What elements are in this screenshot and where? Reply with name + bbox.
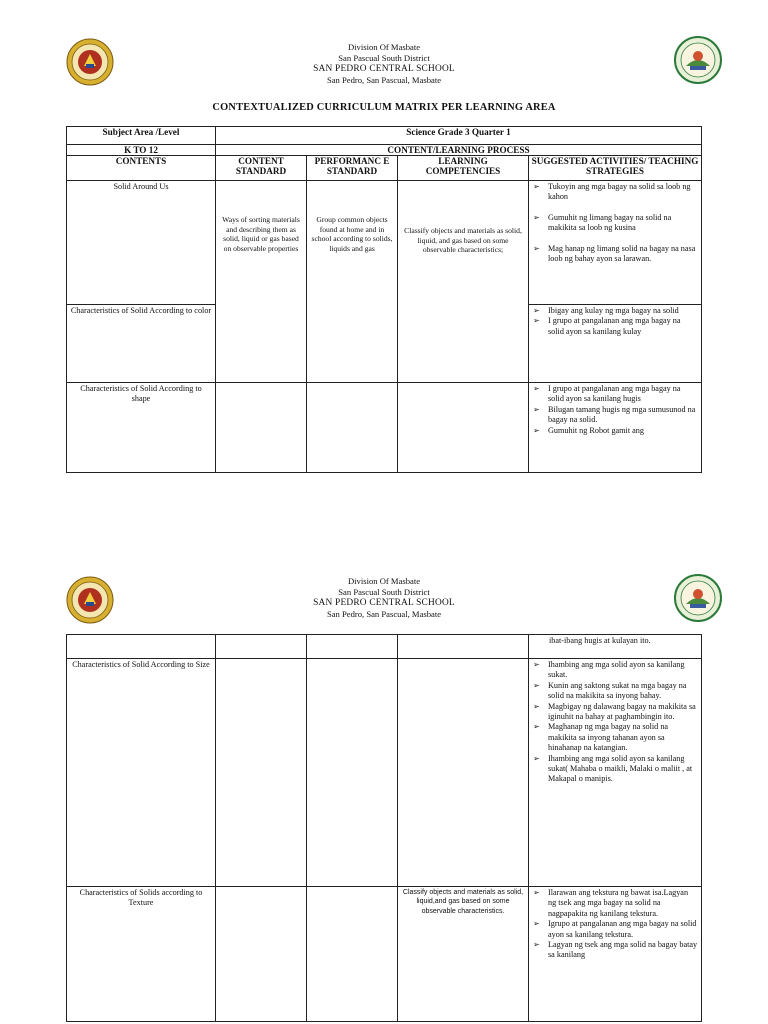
list-item: ➢ Lagyan ng tsek ang mga solid na bagay batay sa kanilang [532, 940, 698, 961]
activities-cell [529, 659, 702, 887]
letterhead [0, 576, 768, 620]
page-2 [0, 560, 768, 1024]
list-item: ➢ Bilugan tamang hugis ng mga sumusunod na bagay na solid. [532, 405, 698, 426]
division-name: Division Of Masbate [347, 42, 421, 52]
document-title: CONTEXTUALIZED CURRICULUM MATRIX PER LEARNING AREA [212, 102, 556, 113]
performance-standard-cell [307, 659, 398, 887]
col-content-standard: CONTENT STANDARD [216, 156, 307, 181]
table-row [67, 383, 702, 473]
list-item: ➢ I grupo at pangalanan ang mga bagay na solid ayon sa kanilang kulay [532, 316, 698, 337]
list-item: ➢ Gumuhit ng Robot gamit ang [532, 426, 698, 436]
content-cell [67, 635, 216, 659]
activities-cell [529, 887, 702, 1022]
school-address: San Pedro, San Pascual, Masbate [326, 75, 442, 85]
list-item: ➢ I grupo at pangalanan ang mga bagay na solid ayon sa kanilang hugis [532, 384, 698, 405]
district-name: San Pascual South District [338, 587, 430, 597]
activities-cell [529, 181, 702, 305]
school-name: SAN PEDRO CENTRAL SCHOOL [313, 64, 455, 74]
content-cell: Characteristics of Solid According to shape [67, 383, 216, 473]
division-name: Division Of Masbate [347, 576, 421, 586]
performance-standard-cell [307, 887, 398, 1022]
learning-competencies-cell [398, 383, 529, 473]
learning-process-label: CONTENT/LEARNING PROCESS [216, 145, 702, 156]
list-item: ➢ Maghanap ng mga bagay na solid na makikita sa inyong tahanan ayon sa hinahanap na katangian. [532, 722, 698, 753]
col-learning-competencies: LEARNING COMPETENCIES [398, 156, 529, 181]
k12-label: K TO 12 [67, 145, 216, 156]
learning-competencies-cell [398, 635, 529, 659]
content-standard-cell [216, 635, 307, 659]
list-item: ➢ Mag hanap ng limang solid na bagay na nasa loob ng bahay ayon sa larawan. [532, 244, 698, 265]
performance-standard-cell [307, 383, 398, 473]
list-item: ➢ Ilarawan ang tekstura ng bawat isa.Lagyan ng tsek ang mga bagay na solid na nagpapakita ng kanilang tekstura. [532, 888, 698, 919]
performance-standard-cell: Group common objects found at home and in school according to solids, liquids and gas [307, 181, 398, 383]
list-item: ➢ Ihambing ang mga solid ayon sa kanilang sukat. [532, 660, 698, 681]
table-row [67, 181, 702, 305]
content-cell: Characteristics of Solids according to Texture [67, 887, 216, 1022]
content-standard-cell: Ways of sorting materials and describing them as solid, liquid or gas based on observable properties [216, 181, 307, 383]
list-item: ➢ Ibigay ang kulay ng mga bagay na solid [532, 306, 698, 316]
activities-cell [529, 305, 702, 383]
list-item: ➢ Tukoyin ang mga bagay na solid sa loob ng kahon [532, 182, 698, 203]
subject-area-value: Science Grade 3 Quarter 1 [216, 127, 702, 145]
content-standard-cell [216, 887, 307, 1022]
list-item: ➢ Kunin ang saktong sukat na mga bagay na solid na makikita sa inyong bahay. [532, 681, 698, 702]
content-cell: Solid Around Us [67, 181, 216, 305]
curriculum-matrix-table [66, 126, 702, 473]
table-row [67, 887, 702, 1022]
content-standard-cell [216, 659, 307, 887]
list-item: ➢ Ihambing ang mga solid ayon sa kanilang sukat( Mahaba o maikli, Malaki o maliit , at Makapal o manipis. [532, 754, 698, 785]
learning-competencies-cell: Classify objects and materials as solid, liquid,and gas based on some observable characteristics. [398, 887, 529, 1022]
school-name: SAN PEDRO CENTRAL SCHOOL [313, 598, 455, 608]
list-item: ➢ Magbigay ng dalawang bagay na makikita sa iginuhit na bahay at paghambingin ito. [532, 702, 698, 723]
content-cell: Characteristics of Solid According to color [67, 305, 216, 383]
content-standard-cell [216, 383, 307, 473]
learning-competencies-cell [398, 659, 529, 887]
subject-area-label: Subject Area /Level [67, 127, 216, 145]
col-performance-standard: PERFORMANC E STANDARD [307, 156, 398, 181]
table-row [67, 659, 702, 887]
col-suggested-activities: SUGGESTED ACTIVITIES/ TEACHING STRATEGIES [529, 156, 702, 181]
col-contents: CONTENTS [67, 156, 216, 181]
list-item: ➢ Igrupo at pangalanan ang mga bagay na solid ayon sa kanilang tekstura. [532, 919, 698, 940]
curriculum-matrix-table-continued [66, 634, 702, 1022]
list-item: ➢ Gumuhit ng limang bagay na solid na makikita sa loob ng kusina [532, 213, 698, 234]
content-cell: Characteristics of Solid According to Size [67, 659, 216, 887]
letterhead [0, 42, 768, 86]
activities-cell [529, 383, 702, 473]
table-row [67, 635, 702, 659]
school-address: San Pedro, San Pascual, Masbate [326, 609, 442, 619]
district-name: San Pascual South District [338, 53, 430, 63]
performance-standard-cell [307, 635, 398, 659]
learning-competencies-cell: Classify objects and materials as solid, liquid, and gas based on some observable characteristics; [398, 181, 529, 383]
activities-continuation: ibat-ibang hugis at kulayan ito. [529, 635, 702, 659]
